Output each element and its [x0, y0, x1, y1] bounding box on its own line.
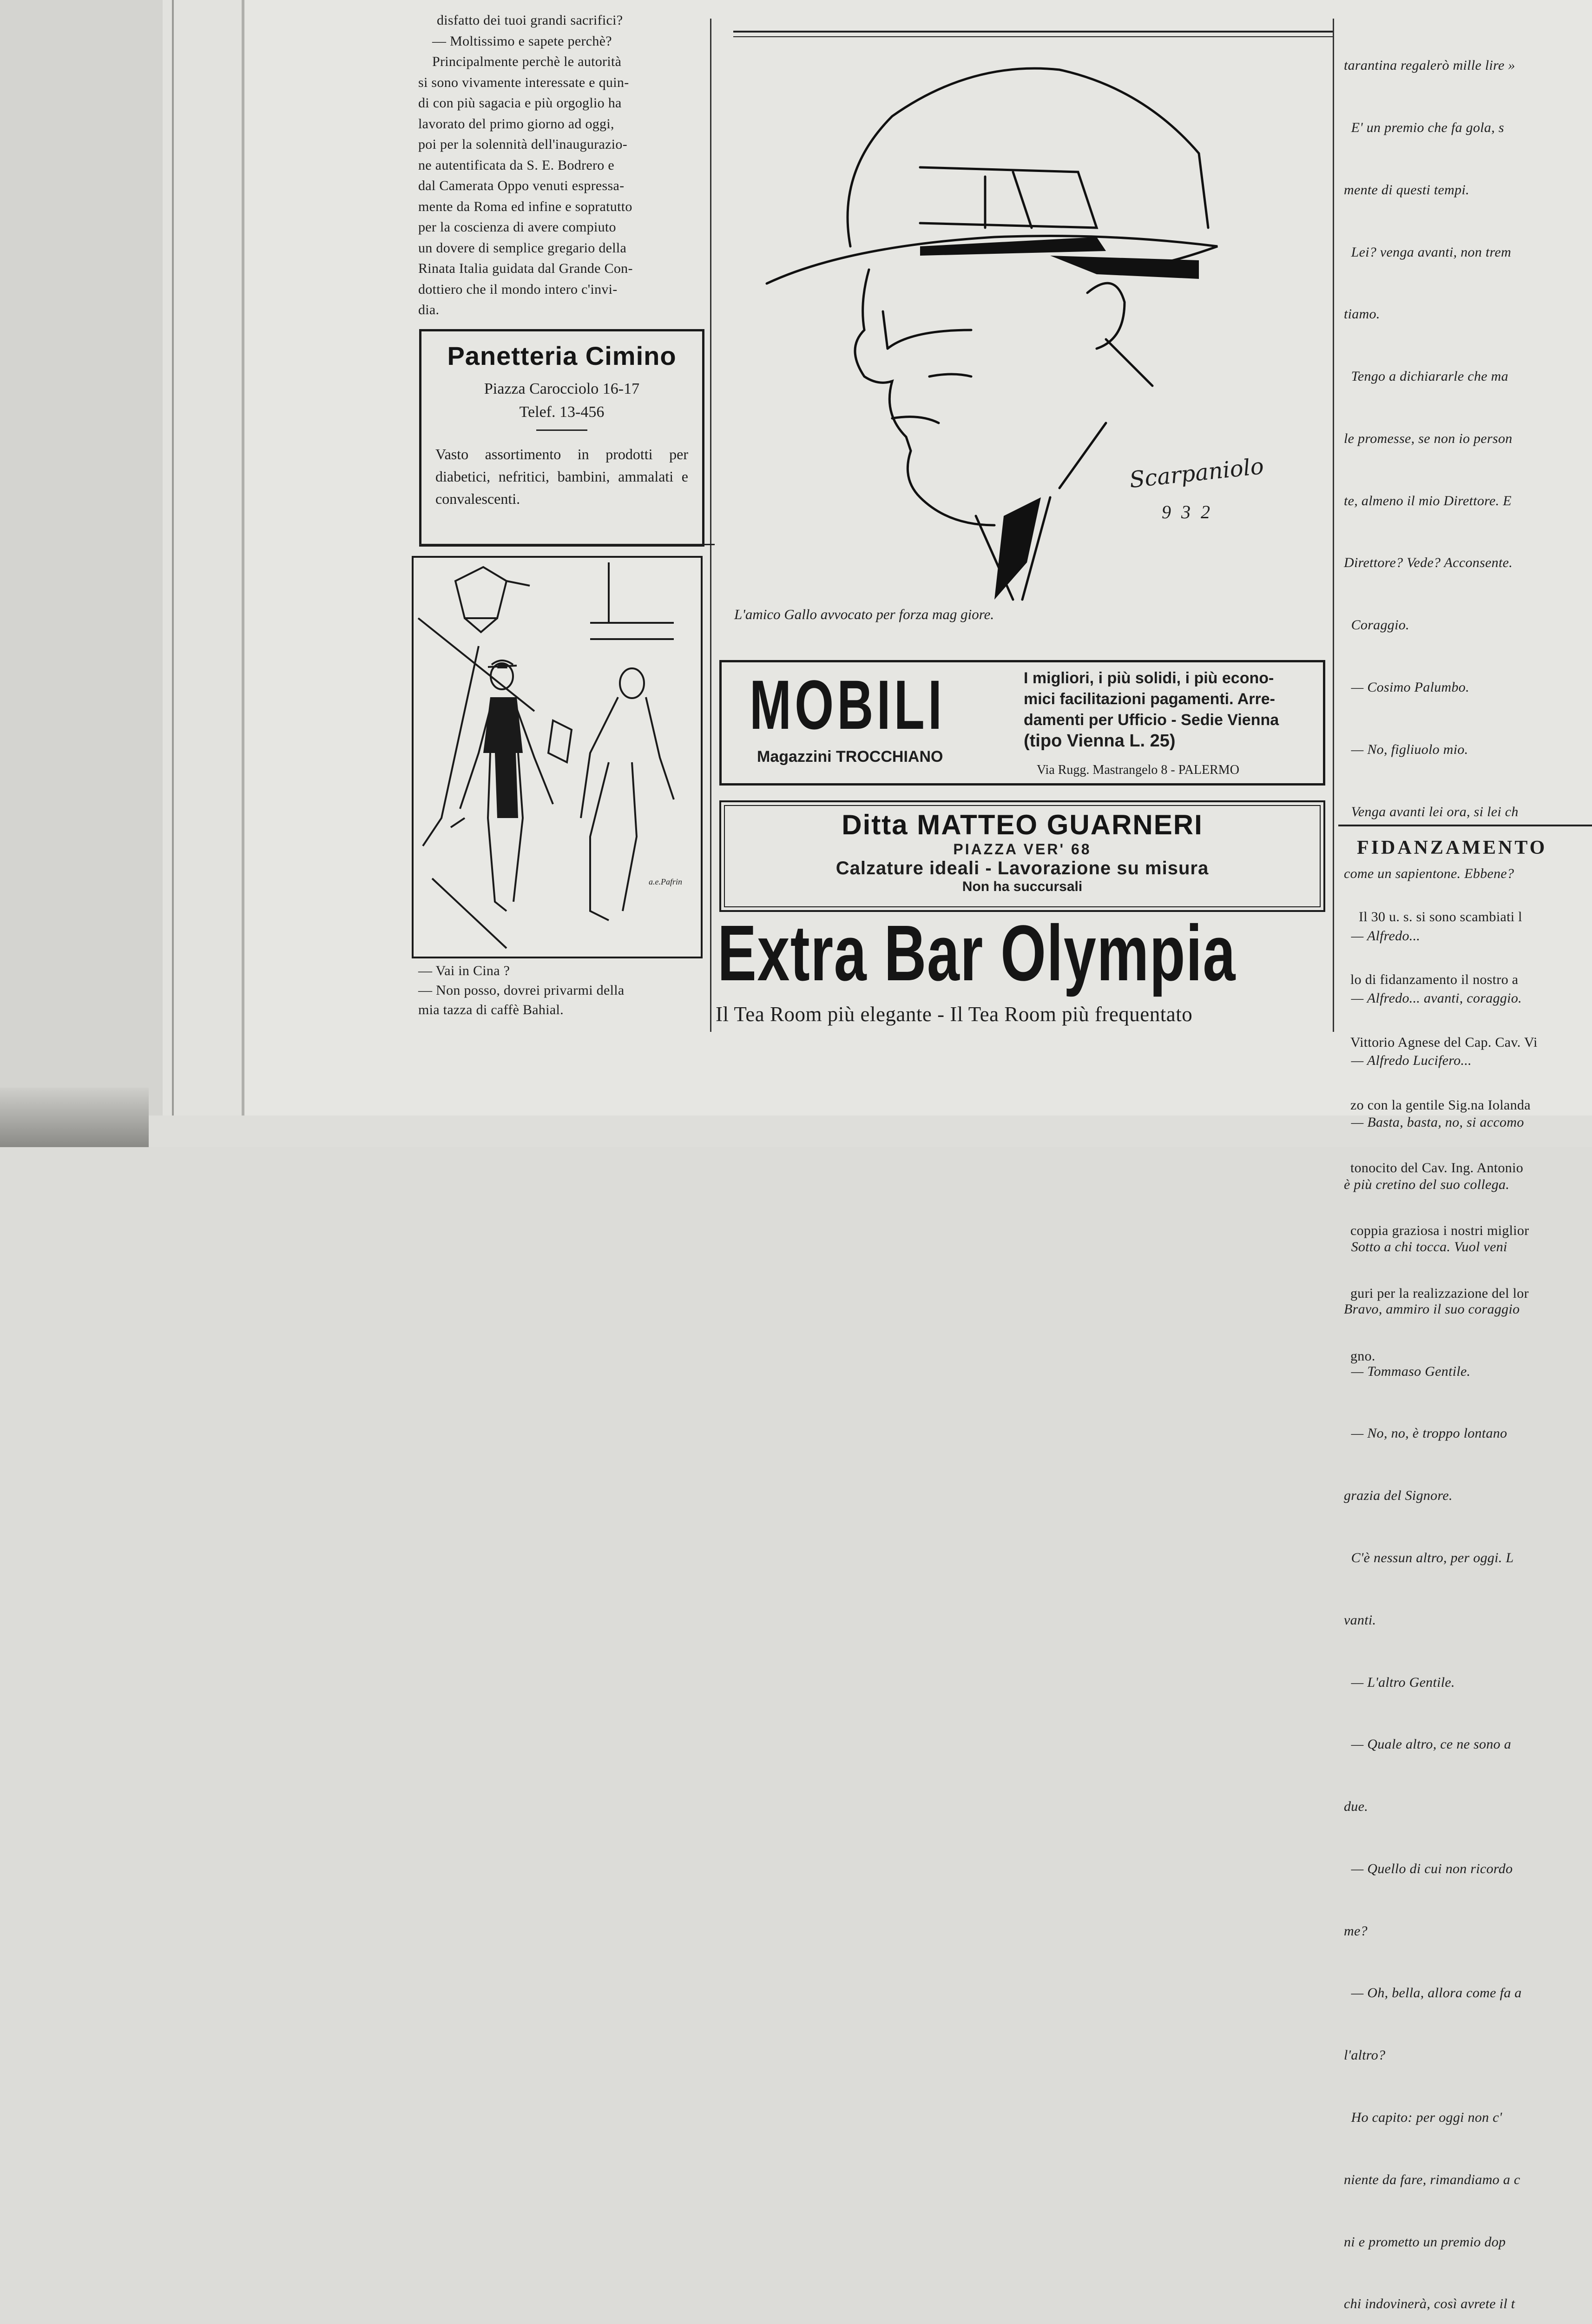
fidanzamento-body — [1350, 865, 1592, 1387]
mobili-title: MOBILI — [750, 666, 946, 744]
portrait-year: 932 — [1162, 502, 1220, 522]
panetteria-divider — [536, 429, 587, 431]
text-line: Rinata Italia guidata dal Grande Con- — [418, 261, 633, 276]
text-line: — Tommaso Gentile. — [1344, 1363, 1471, 1379]
guarneri-note: Non ha succursali — [962, 879, 1083, 894]
text-line: ne autentificata da S. E. Bodrero e — [418, 157, 615, 173]
text-line: gno. — [1350, 1348, 1375, 1364]
text-line: due. — [1344, 1799, 1368, 1815]
guarneri-inner-frame — [724, 805, 1321, 907]
text-line: E' un premio che fa gola, s — [1344, 119, 1504, 135]
mobili-ad — [719, 660, 1325, 786]
paper-fold — [163, 0, 242, 1147]
text-line: me? — [1344, 1923, 1368, 1939]
text-line: tarantina regalerò mille lire » — [1344, 58, 1515, 73]
text-line: te, almeno il mio Direttore. E — [1344, 493, 1512, 508]
left-article-column — [418, 10, 716, 321]
text-line: zo con la gentile Sig.na Iolanda — [1350, 1097, 1531, 1113]
text-line: — No, no, è troppo lontano — [1344, 1426, 1507, 1441]
mobili-line: mici facilitazioni pagamenti. Arre- — [1024, 690, 1275, 708]
text-line: dia. — [418, 302, 440, 317]
cartoon-illustration — [414, 558, 701, 957]
top-double-rule — [733, 31, 1333, 33]
text-line: lavorato del primo giorno ad oggi, — [418, 116, 614, 132]
text-line: Sotto a chi tocca. Vuol veni — [1344, 1239, 1507, 1255]
text-line: — Basta, basta, no, si accomo — [1344, 1115, 1524, 1130]
caption-line: mia tazza di caffè Bahial. — [418, 1002, 564, 1017]
text-line: chi indovinerà, così avrete il t — [1344, 2296, 1515, 2312]
text-line: Principalmente perchè le autorità — [432, 54, 622, 69]
caption-line: — Vai in Cina ? — [418, 963, 510, 978]
cartoon-caption — [418, 961, 706, 1020]
mobili-subtitle: Magazzini TROCCHIANO — [757, 748, 943, 766]
portrait-signature: Scarpaniolo — [1128, 453, 1265, 494]
text-line: coppia graziosa i nostri miglior — [1350, 1223, 1529, 1238]
text-line: Bravo, ammiro il suo coraggio — [1344, 1301, 1520, 1317]
text-line: poi per la solennità dell'inaugurazio- — [418, 137, 627, 152]
text-line: niente da fare, rimandiamo a c — [1344, 2172, 1520, 2187]
text-line: si sono vivamente interessate e quin- — [418, 74, 629, 90]
olympia-title: Extra Bar Olympia — [717, 909, 1236, 997]
text-line: Direttore? Vede? Acconsente. — [1344, 555, 1513, 571]
column-rule-2 — [1333, 19, 1334, 1032]
text-line: Ho capito: per oggi non c' — [1344, 2109, 1502, 2125]
text-line: Lei? venga avanti, non trem — [1344, 244, 1512, 260]
caption-line: — Non posso, dovrei privarmi della — [418, 983, 625, 998]
text-line: — Alfredo Lucifero... — [1344, 1052, 1472, 1068]
fidanzamento-rule — [1338, 825, 1592, 826]
text-line: — Moltissimo e sapete perchè? — [432, 33, 612, 49]
text-line: — Quello di cui non ricordo — [1344, 1861, 1513, 1876]
guarneri-title: Ditta MATTEO GUARNERI — [842, 809, 1203, 840]
paper-margin — [0, 0, 163, 1147]
text-line: mente da Roma ed infine e sopratutto — [418, 198, 632, 214]
panetteria-address: Piazza Carocciolo 16-17 — [484, 380, 640, 397]
panetteria-description: Vasto assortimento in prodotti per diabetici, nefritici, bambini, ammalati e convalescenti. — [435, 446, 688, 507]
guarneri-address: PIAZZA VER' 68 — [953, 841, 1092, 858]
text-line: C'è nessun altro, per oggi. L — [1344, 1550, 1514, 1565]
mobili-line: damenti per Ufficio - Sedie Vienna — [1024, 711, 1279, 729]
panetteria-phone: Telef. 13-456 — [519, 403, 605, 421]
panetteria-title: Panetteria Cimino — [447, 341, 677, 370]
text-line: dal Camerata Oppo venuti espressa- — [418, 178, 625, 193]
text-line: come un sapientone. Ebbene? — [1344, 866, 1514, 882]
text-line: un dovere di semplice gregario della — [418, 240, 627, 256]
text-line: — Alfredo... — [1344, 928, 1421, 944]
panetteria-ad — [419, 329, 704, 547]
text-line: ni e prometto un premio dop — [1344, 2234, 1506, 2250]
text-line: — Quale altro, ce ne sono a — [1344, 1736, 1512, 1752]
text-line: l'altro? — [1344, 2047, 1386, 2063]
cartoon-frame — [412, 556, 703, 958]
text-line: Tengo a dichiararle che ma — [1344, 369, 1508, 384]
mobili-line: I migliori, i più solidi, i più econo- — [1024, 669, 1274, 687]
text-line: Coraggio. — [1344, 617, 1409, 633]
panetteria-underline — [419, 544, 715, 545]
text-line: Venga avanti lei ora, si lei ch — [1344, 804, 1519, 819]
text-line: guri per la realizzazione del lor — [1350, 1286, 1529, 1301]
text-line: per la coscienza di avere compiuto — [418, 219, 616, 235]
text-line: — L'altro Gentile. — [1344, 1674, 1455, 1690]
cartoon-signature: a.e.Pafrin — [649, 877, 682, 886]
guarneri-ad — [719, 800, 1325, 912]
text-line: — No, figliuolo mio. — [1344, 741, 1468, 757]
mobili-details — [1024, 668, 1321, 752]
text-line: dottiero che il mondo intero c'invi- — [418, 281, 618, 297]
text-line: disfatto dei tuoi grandi sacrifici? — [437, 13, 623, 28]
guarneri-tagline: Calzature ideali - Lavorazione su misura — [835, 858, 1209, 878]
text-line: Il 30 u. s. si sono scambiati l — [1359, 909, 1522, 924]
text-line: di con più sagacia e più orgoglio ha — [418, 95, 622, 111]
text-line: le promesse, se non io person — [1344, 430, 1513, 446]
text-line: — Cosimo Palumbo. — [1344, 680, 1469, 695]
portrait-caption: L'amico Gallo avvocato per forza mag giore. — [734, 606, 994, 622]
olympia-subtitle: Il Tea Room più elegante - Il Tea Room più frequentato — [716, 1003, 1193, 1026]
mobili-line: (tipo Vienna L. 25) — [1024, 731, 1176, 751]
top-double-rule-2 — [733, 36, 1333, 37]
paper-fold-shadow — [172, 0, 174, 1147]
text-line: — Oh, bella, allora come fa a — [1344, 1985, 1522, 2001]
text-line: vanti. — [1344, 1612, 1376, 1628]
text-line: grazia del Signore. — [1344, 1488, 1453, 1504]
text-line: mente di questi tempi. — [1344, 182, 1469, 198]
fidanzamento-heading: FIDANZAMENTO — [1357, 837, 1547, 858]
text-line: tiamo. — [1344, 306, 1380, 322]
text-line: è più cretino del suo collega. — [1344, 1177, 1510, 1193]
text-line: — Alfredo... avanti, coraggio. — [1344, 990, 1522, 1006]
portrait-illustration — [753, 51, 1310, 609]
mobili-address: Via Rugg. Mastrangelo 8 - PALERMO — [1037, 763, 1239, 777]
paper-bottom-shadow — [0, 1088, 149, 1147]
text-line: tonocito del Cav. Ing. Antonio — [1350, 1160, 1524, 1175]
text-line: Vittorio Agnese del Cap. Cav. Vi — [1350, 1035, 1538, 1050]
text-line: lo di fidanzamento il nostro a — [1350, 972, 1519, 987]
